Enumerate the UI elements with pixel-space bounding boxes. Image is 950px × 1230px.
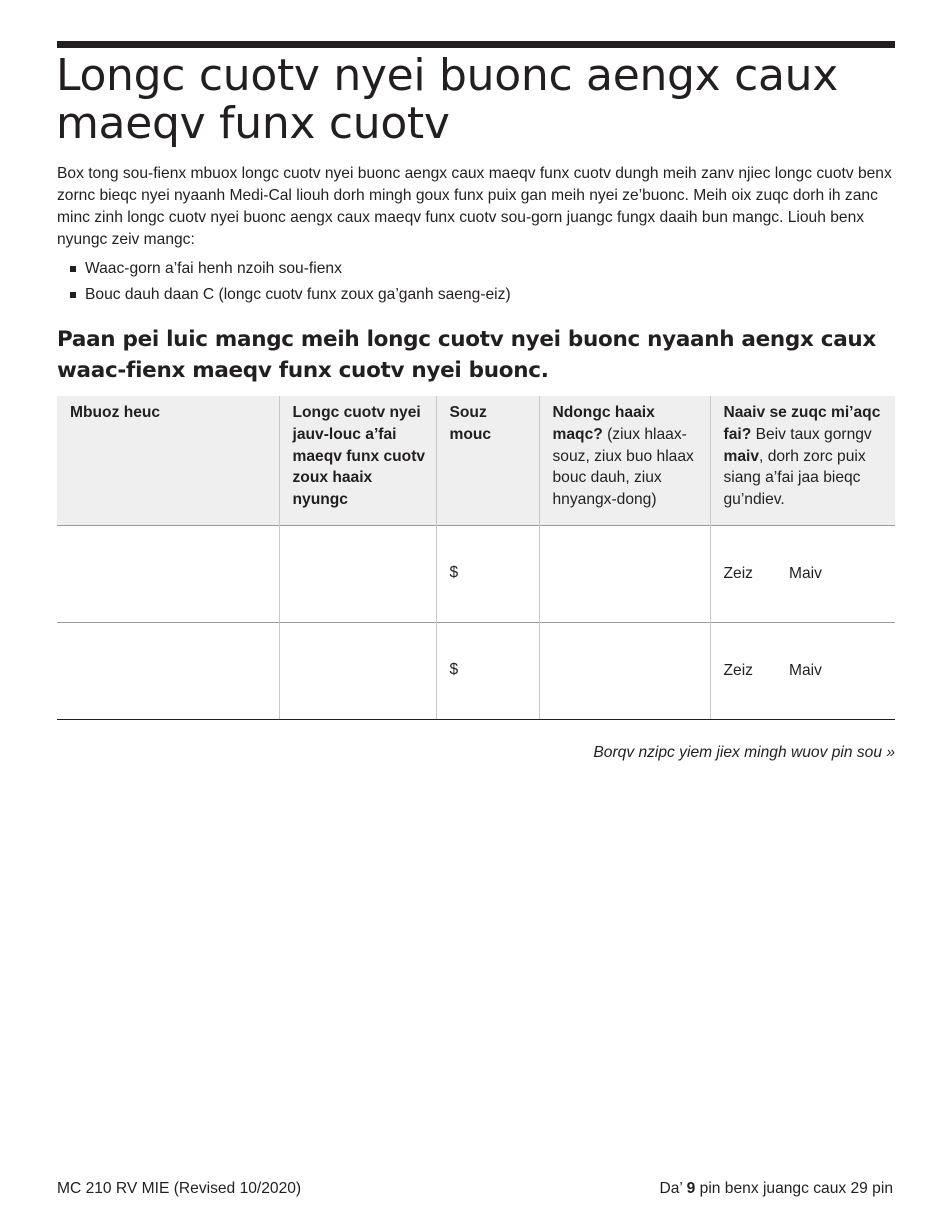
header-amount: Souz mouc (436, 396, 539, 525)
page-title: Longc cuotv nyei buonc aengx caux maeqv funx cuotv (56, 50, 838, 149)
list-item (70, 282, 511, 308)
top-rule (57, 41, 895, 48)
header-frequency: Ndongc haaix maqc? (ziux hlaax-souz, ziux buo hlaax bouc dauh, ziux hnyangx-dong) (539, 396, 710, 525)
page-number: 9 (686, 1180, 696, 1197)
header-name: Mbuoz heuc (57, 396, 279, 525)
amount-field[interactable] (436, 525, 539, 622)
no-option[interactable]: Maiv (788, 661, 822, 679)
name-field[interactable] (57, 525, 279, 622)
list-item-text: Waac-gorn a’fai henh nzoih sou-fienx (85, 260, 342, 277)
dollar-sign: $ (449, 563, 459, 581)
ended-choice (710, 622, 895, 719)
table-header-row (57, 396, 895, 525)
page-indicator: Da’ 9 pin benx juangc caux 29 pin (659, 1180, 893, 1197)
name-field[interactable] (57, 622, 279, 719)
intro-paragraph: Box tong sou-fienx mbuox longc cuotv nyei buonc aengx caux maeqv funx cuotv dungh meih zanv njiec longc cuotv benx zornc bieqc nyei nyaanh Medi-Cal liouh dorh mingh goux funx puix gan meih nyei ze’buonc. Meih oix zuqc dorh ih zanc minc zinh longc cuotv nyei buonc aengx caux maeqv funx cuotv sou-gorn juangc fungx daaih bun mangc. Liouh benx nyungc zeiv mangc: (57, 165, 892, 248)
section-heading: Paan pei luic mangc meih longc cuotv nyei buonc nyaanh aengx caux waac-fienx maeqv funx cuotv nyei buonc. (57, 327, 877, 383)
header-type: Longc cuotv nyei jauv-louc a’fai maeqv funx cuotv zoux haaix nyungc (279, 396, 436, 525)
bullet-square-icon (70, 266, 76, 272)
frequency-field[interactable] (539, 622, 710, 719)
list-item (70, 256, 511, 282)
no-option[interactable]: Maiv (788, 564, 822, 582)
amount-field[interactable] (436, 622, 539, 719)
type-field[interactable] (279, 525, 436, 622)
dollar-sign: $ (449, 660, 459, 678)
header-ended: Naaiv se zuqc mi’aqc fai? Beiv taux gorngv maiv, dorh zorc puix siang a’fai jaa bieqc gu’ndiev. (710, 396, 895, 525)
table-row (57, 525, 895, 622)
table-row (57, 622, 895, 719)
bullet-square-icon (70, 292, 76, 298)
yes-option[interactable]: Zeiz (723, 564, 753, 582)
list-item-text: Bouc dauh daan C (longc cuotv funx zoux ga’ganh saeng-eiz) (85, 286, 511, 303)
document-list (70, 256, 511, 308)
continue-note: Borqv nzipc yiem jiex mingh wuov pin sou » (593, 744, 895, 761)
ended-choice (710, 525, 895, 622)
income-table (57, 396, 895, 720)
frequency-field[interactable] (539, 525, 710, 622)
form-id: MC 210 RV MIE (Revised 10/2020) (57, 1180, 302, 1197)
yes-option[interactable]: Zeiz (723, 661, 753, 679)
type-field[interactable] (279, 622, 436, 719)
